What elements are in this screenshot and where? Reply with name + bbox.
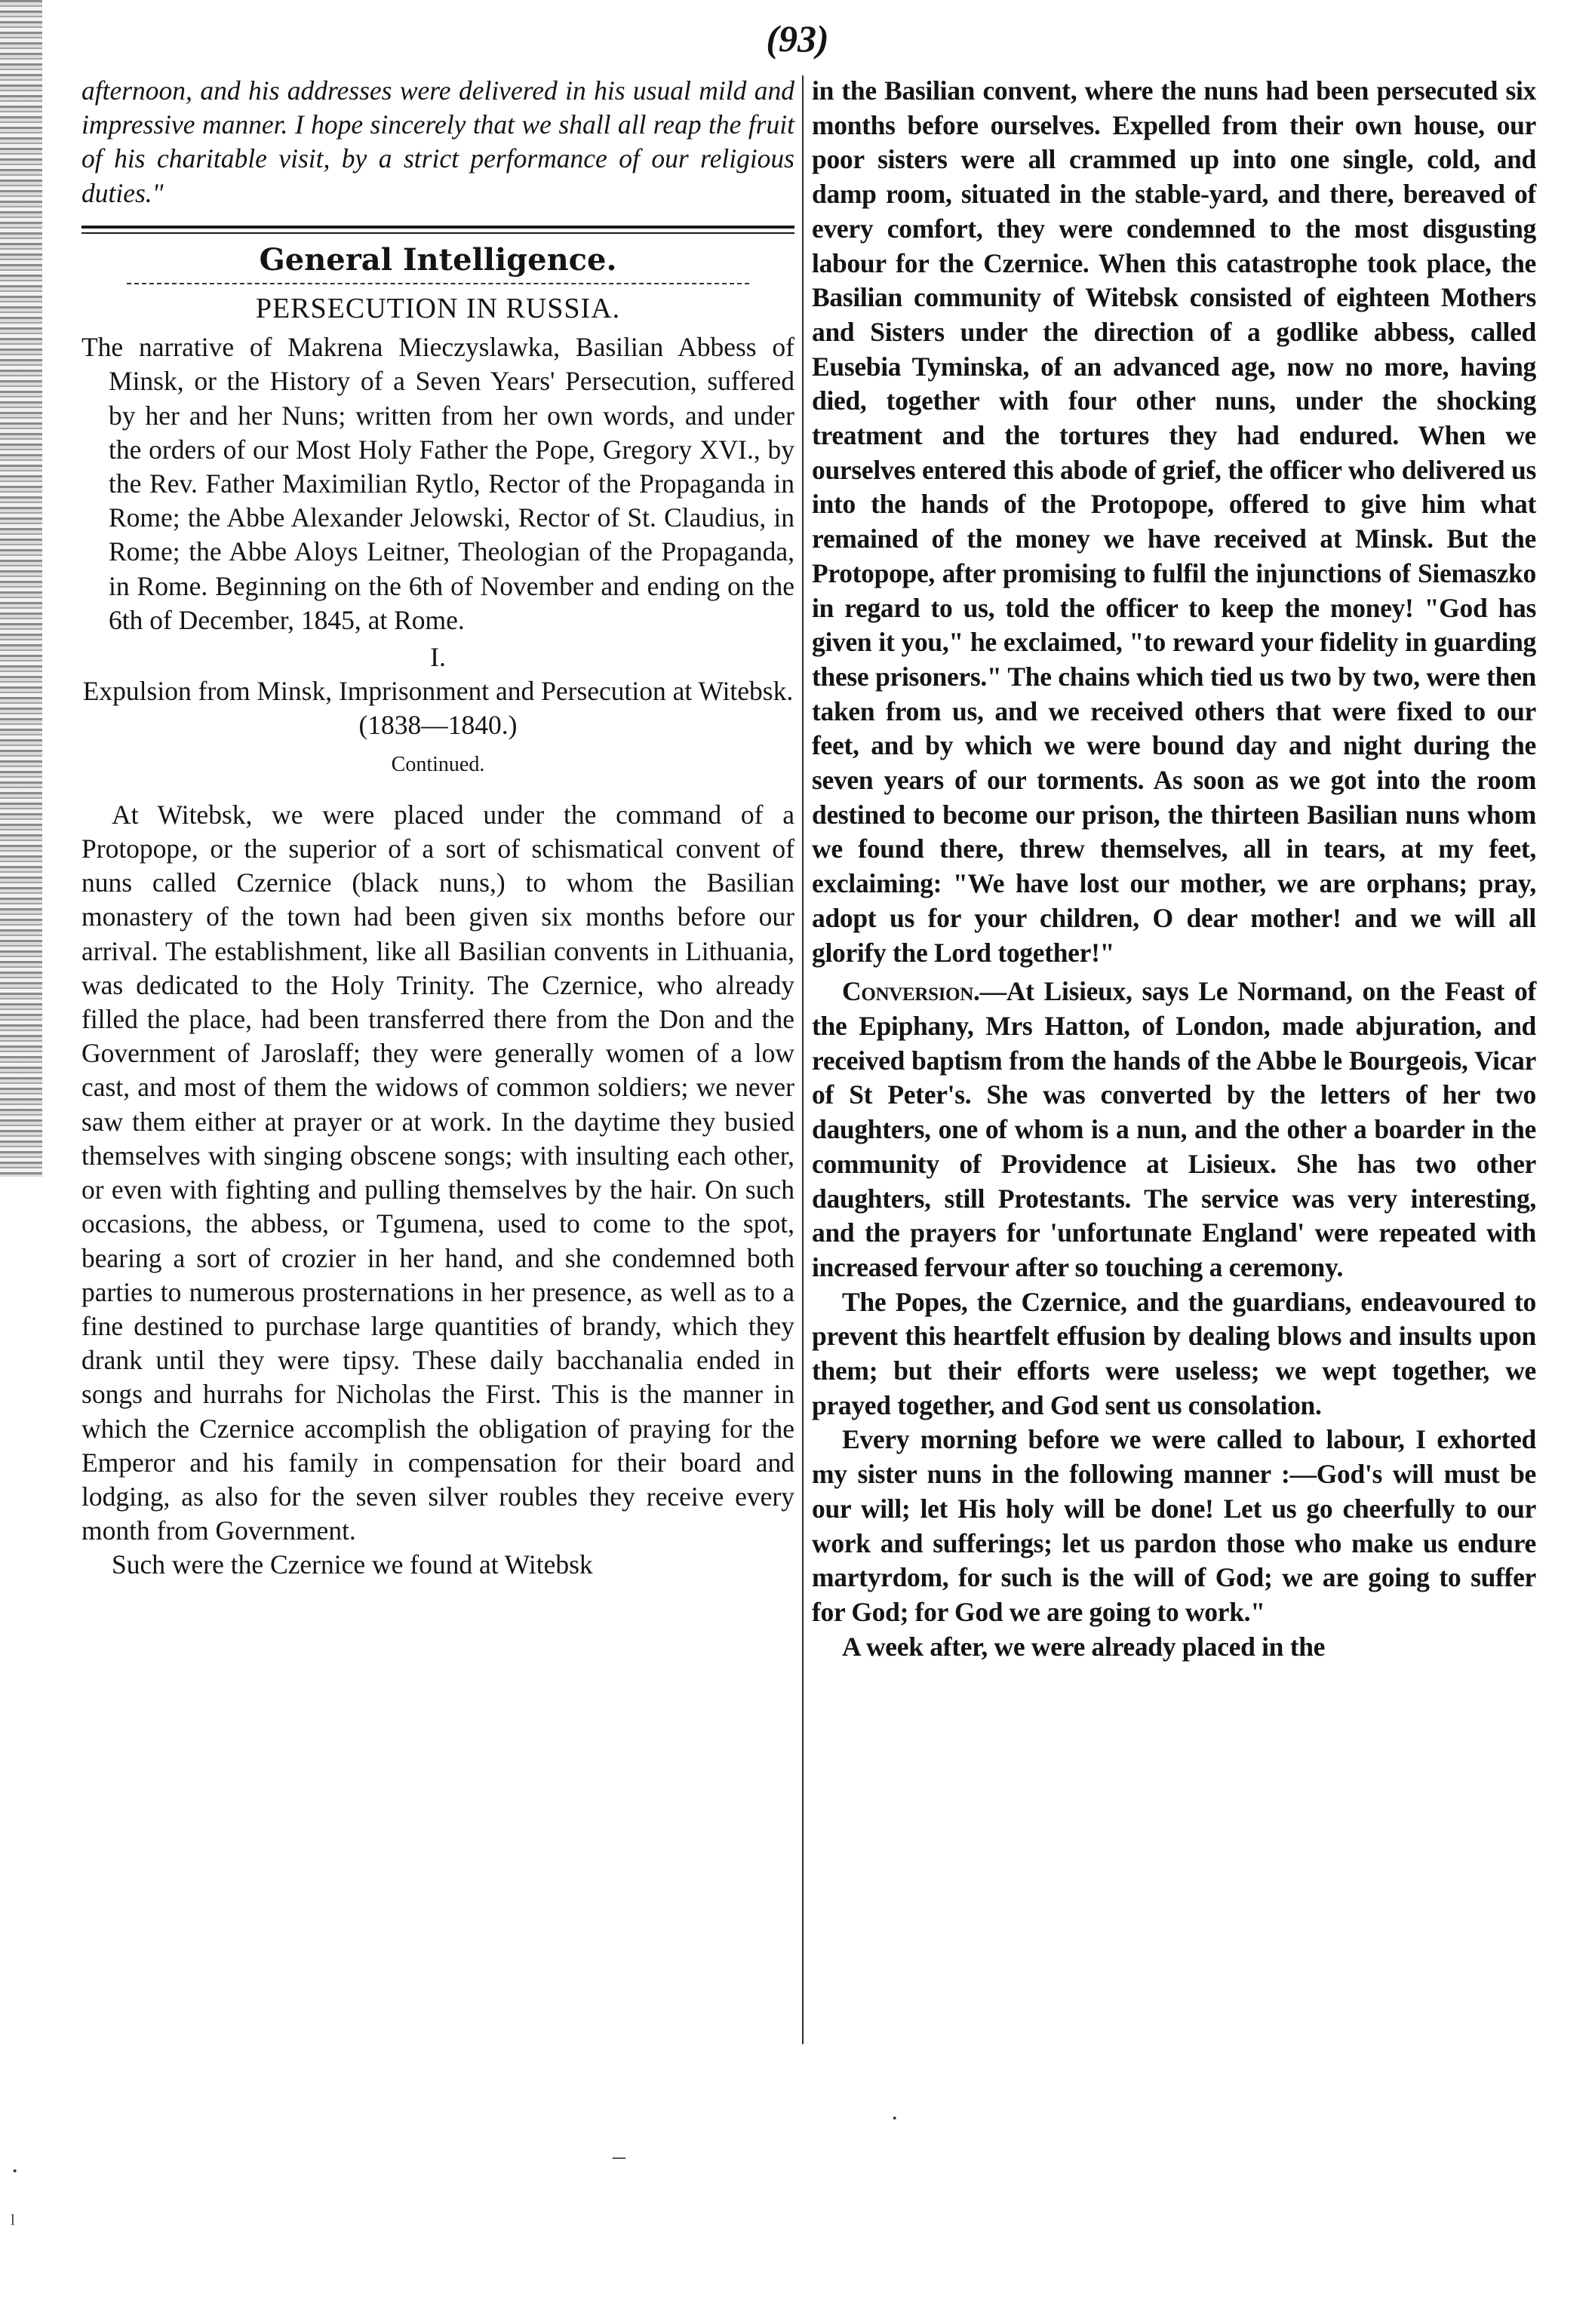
left-column <box>81 74 794 1583</box>
conversion-text: —At Lisieux, says Le Normand, on the Feast of the Epiphany, Mrs Hatton, of London, made abjuration, and received baptism from the hands of the Abbe le Bourgeois, Vicar of St Peter's. She was converted by the letters of her two daughters, one of whom is a nun, and the other a boarder in the community of Providence at Lisieux. She has two other daughters, still Protestants. The service was very interesting, and the prayers for 'unfortunate England' were repeated with increased fervour after so touching a ceremony. <box>812 976 1536 1282</box>
column-divider <box>802 75 804 2044</box>
continued-label: Continued. <box>391 752 485 776</box>
continuation-paragraph: in the Basilian convent, where the nuns had been persecuted six months before ourselves. Expelled from their own house, our poor sisters were all crammed up into one single, cold, and damp room, situated in the stable-yard, and there, bereaved of every comfort, they were condemned to the most disgusting labour for the Czernice. When this catastrophe took place, the Basilian community of Witebsk consisted of eighteen Mothers and Sisters under the direction of a godlike abbess, called Eusebia Tyminska, of an advanced age, now no more, having died, together with four other nuns, under the shocking treatment and the tortures they had endured. When we ourselves entered this abode of grief, the officer who delivered us into the hands of the Protopope, offered to give him what remained of the money we have received at Minsk. But the Protopope, after promising to fulfil the injunctions of Siemaszko in regard to us, told the officer to keep the money! "God has given it you," he exclaimed, "to reward your fidelity in guarding these prisoners." The chains which tied us two by two, were then taken from us, and we received others that were fixed to our feet, and by which we were bound day and night during the seven years of our torments. As soon as we got into the room destined to become our prison, the thirteen Basilian nuns whom we found there, threw themselves, all in tears, at my feet, exclaiming: "We have lost our mother, we are orphans; pray, adopt us for your children, O dear mother! and we will all glorify the Lord together!" <box>812 75 1536 968</box>
conversion-lead: Conversion. <box>842 976 980 1007</box>
part-title: Expulsion from Minsk, Imprisonment and Persecution at Witebsk. <box>82 676 794 707</box>
final-line: A week after, we were already placed in the <box>842 1631 1326 1662</box>
article-title: PERSECUTION IN RUSSIA. <box>255 293 621 325</box>
heading-dashed-rule <box>127 283 749 284</box>
body-paragraph: At Witebsk, we were placed under the command of a Protopope, or the superior of a sort of schismatical convent of nuns called Czernice (black nuns,) to whom the Basilian monastery of the town had been given six months before our arrival. The establishment, like all Basilian convents in Lithuania, was dedicated to the Holy Trinity. The Czernice, who already filled the place, had been transferred there from the Don and the Government of Jaroslaff; they were generally women of a low cast, and most of them the widows of common soldiers; we never saw them either at prayer or at work. In the daytime they busied themselves with singing obscene songs; with insulting each other, or even with fighting and pulling themselves by the hair. On such occasions, the abbess, or Tgumena, used to come to the spot, bearing a sort of crozier in her hand, and she condemned both parties to numerous prosternations in her presence, as well as to a fine destined to purchase large quantities of brandy, which they drank until they were tipsy. These daily bacchanalia ended in songs and hurrahs for Nicholas the First. This is the manner in which the Czernice accomplish the obligation of praying for the Emperor and his family in compensation for their board and lodging, as also for the seven silver roubles they receive every month from Government. <box>81 799 794 1546</box>
final-line: Such were the Czernice we found at Witebsk <box>112 1549 593 1580</box>
section-rule-thick <box>81 226 794 229</box>
popes-paragraph: The Popes, the Czernice, and the guardians, endeavoured to prevent this heartfelt effusion by dealing blows and insults upon them; but their efforts were useless; we wept together, we prayed together, and God sent us consolation. <box>812 1286 1536 1420</box>
stray-mark: · <box>11 2157 20 2185</box>
stray-mark: ˡ <box>11 2210 15 2238</box>
right-column <box>812 74 1536 1664</box>
conversion-paragraph <box>812 975 1536 1285</box>
stray-mark: · <box>890 2104 899 2132</box>
part-years: (1838—1840.) <box>358 710 518 741</box>
every-morning-paragraph: Every morning before we were called to labour, I exhorted my sister nuns in the following manner :—God's will must be our will; let His holy will be done! Let us go cheerfully to our work and sufferings; let us pardon those who make us endure martyrdom, for such is the will of God; we are going to suffer for God; for God we are going to work." <box>812 1424 1536 1627</box>
page-number: (93) <box>766 17 829 60</box>
part-numeral: I. <box>430 642 446 673</box>
stray-mark: – <box>613 2142 625 2170</box>
section-heading: General Intelligence. <box>259 241 617 278</box>
intro-paragraph: afternoon, and his addresses were delivered in his usual mild and impressive manner. I hope sincerely that we shall all reap the fruit of his charitable visit, by a strict performance of our religious duties." <box>81 75 794 208</box>
section-rule-thin <box>81 232 794 234</box>
scanned-page-edge <box>0 0 42 1177</box>
article-subtitle: The narrative of Makrena Mieczyslawka, Basilian Abbess of Minsk, or the History of a Seven Years' Persecution, suffered by her and her Nuns; written from her own words, and under the orders of our Most Holy Father the Pope, Gregory XVI., by the Rev. Father Maximilian Rytlo, Rector of the Propaganda in Rome; the Abbe Alexander Jelowski, Rector of St. Claudius, in Rome; the Abbe Aloys Leitner, Theologian of the Propaganda, in Rome. Beginning on the 6th of November and ending on the 6th of December, 1845, at Rome. <box>81 332 794 635</box>
